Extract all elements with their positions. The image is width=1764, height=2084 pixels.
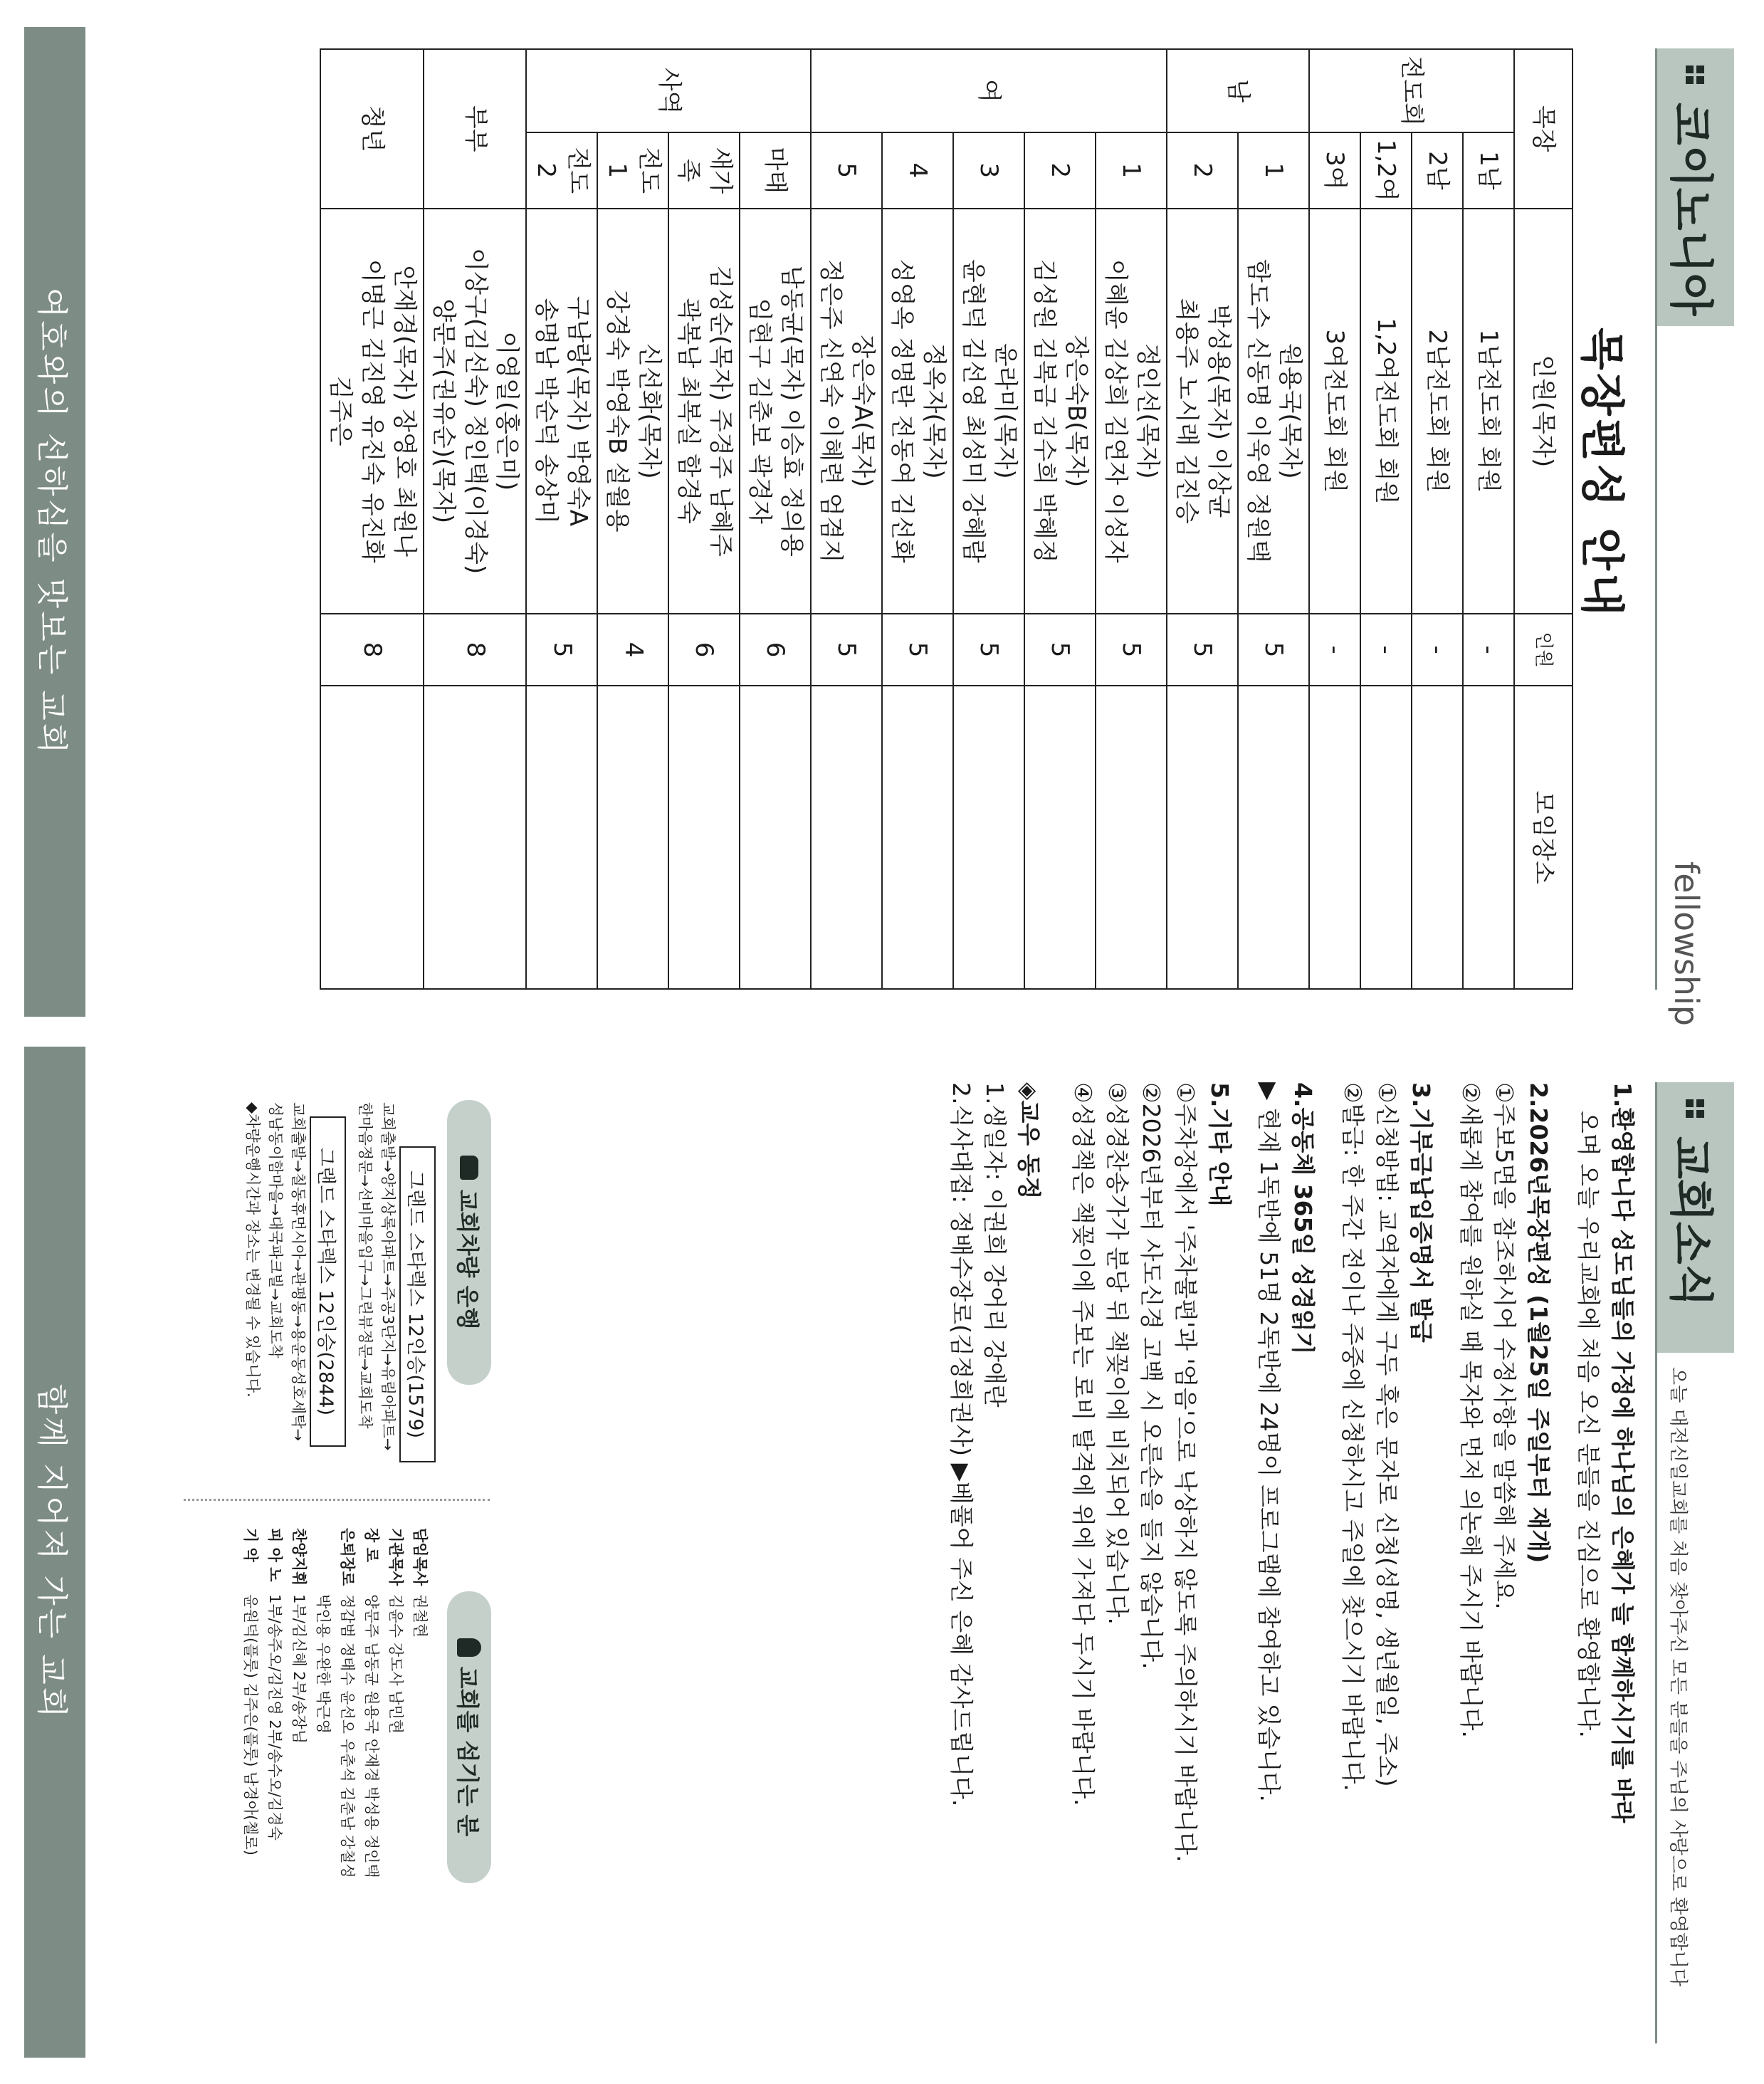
news-item-line: ①주보5면을 참조하시어 수정사항을 말씀해 주세요. xyxy=(1491,1082,1519,1610)
table-row xyxy=(597,49,668,989)
staff-names: 정갑범 정태수 윤선오 우춘석 김춘남 강철성 xyxy=(339,1594,356,1878)
staff-role xyxy=(312,1524,336,1590)
bus-note: ◆차량운행시간과 장소는 변경될 수 있습니다. xyxy=(244,1102,261,1398)
group-cell: 여 xyxy=(811,49,1167,132)
count-cell: 5 xyxy=(1238,614,1309,686)
bus-route-1a: 교회출발→양지상록아파트→주공3단지→유림아파트→ xyxy=(379,1102,397,1451)
place-cell xyxy=(320,686,424,989)
gyou-title: ◈교우 동정 xyxy=(1015,1082,1044,1200)
count-cell: 6 xyxy=(740,614,811,686)
table-row xyxy=(320,49,424,989)
place-cell xyxy=(1096,686,1167,989)
members-cell: 2남전도회 회원 xyxy=(1412,209,1463,614)
table-header-row xyxy=(1514,49,1573,989)
staff-row xyxy=(239,1524,263,1883)
gyou-line: 1.생일자: 이권희 강어리 강애란 xyxy=(981,1082,1009,1408)
news-header: 교회소식 xyxy=(1656,1082,1734,1353)
members-cell: 1,2여전도회 회원 xyxy=(1360,209,1412,614)
subgroup-cell: 새가족 xyxy=(668,132,740,208)
bus-route-2a: 교회출발→칠동휴먼시아→관평동→용운동성호세탁→ xyxy=(290,1102,307,1442)
place-cell xyxy=(1167,686,1238,989)
car-icon xyxy=(460,1156,478,1180)
subgroup-cell: 3 xyxy=(953,132,1024,208)
news-item-title: 2.2026년목장편성 (1월25일 주일부터 재개) xyxy=(1525,1082,1553,1564)
count-cell: - xyxy=(1360,614,1412,686)
grid-icon xyxy=(1686,1099,1704,1118)
koinonia-header: 코이노니아 xyxy=(1656,48,1734,326)
table-row xyxy=(424,49,527,989)
table-row xyxy=(1360,49,1412,989)
news-item-line: ▶ 현재 1독반에 51명 2독반에 24명이 프로그램에 참여하고 있습니다. xyxy=(1255,1082,1283,1802)
staff-title: 교회를 섬기는 분 xyxy=(447,1591,491,1883)
news-item-title: 1.환영합니다 성도님들의 가정에 하나님의 은혜가 늘 함께하시기를 바라 xyxy=(1609,1082,1637,1823)
place-cell xyxy=(1238,686,1309,989)
members-cell: 장은숙B(목자) 김성원 김복금 김수희 박혜정 xyxy=(1024,209,1096,614)
fellowship-label: fellowship xyxy=(1667,862,1706,1026)
subgroup-cell: 전도 1 xyxy=(597,132,668,208)
news-item-line: ②새롭게 참여를 원하실 때 목자와 먼저 의논해 주시기 바랍니다. xyxy=(1456,1082,1485,1738)
table-row xyxy=(953,49,1024,989)
count-cell: 6 xyxy=(668,614,740,686)
subgroup-cell: 2남 xyxy=(1412,132,1463,208)
table-row xyxy=(1238,49,1309,989)
place-cell xyxy=(882,686,953,989)
place-cell xyxy=(527,686,598,989)
place-cell xyxy=(1463,686,1514,989)
subgroup-cell: 2 xyxy=(1024,132,1096,208)
table-row xyxy=(740,49,811,989)
count-cell: - xyxy=(1463,614,1514,686)
count-cell: 8 xyxy=(320,614,424,686)
news-item-line: ④성경책은 책꽂이에 주보는 로비 탈격에 위에 가져다 두시기 바랍니다. xyxy=(1069,1082,1098,1806)
bus-box-2: 그랜드 스타렉스 12인승(2844) xyxy=(310,1116,346,1447)
count-cell: 5 xyxy=(1096,614,1167,686)
header-rule xyxy=(1655,48,1657,990)
column-divider xyxy=(184,1499,490,1501)
col-header-members: 인원(목자) xyxy=(1514,209,1573,614)
table-row xyxy=(1412,49,1463,989)
staff-row xyxy=(312,1524,336,1883)
place-cell xyxy=(811,686,882,989)
staff-role: 기관목사 xyxy=(387,1528,404,1586)
bottom-bar-right: 함께 지어져 가는 교회 xyxy=(24,1047,85,2058)
staff-row xyxy=(336,1524,360,1883)
members-cell: 윤라미(목자) 윤현덕 김선영 최성미 강혜람 xyxy=(953,209,1024,614)
group-cell: 부부 xyxy=(424,49,527,209)
news-item-title: 5.기타 안내 xyxy=(1205,1082,1234,1207)
members-cell: 이영일(홍은미) 이상구(김선숙) 정인택(이경숙) 양문주(권유순)(목자) xyxy=(424,209,527,614)
page-title: 목장편성 안내 xyxy=(1576,328,1628,619)
count-cell: - xyxy=(1309,614,1360,686)
members-cell: 장은숙A(목자) 정은주 신연숙 이혜련 엄겸지 xyxy=(811,209,882,614)
person-icon xyxy=(457,1638,481,1657)
members-cell: 3여전도회 회원 xyxy=(1309,209,1360,614)
staff-names: 박인용 우완한 박근영 xyxy=(315,1594,332,1734)
staff-names: 권철현 xyxy=(411,1594,429,1638)
staff-names: 김윤수 강도사 남민현 xyxy=(387,1594,404,1734)
gyou-line: 2.식사대접: 정배수장로(김정희권사) ▶베풀어 주신 은혜 감사드립니다. xyxy=(947,1082,975,1807)
table-row xyxy=(1167,49,1238,989)
count-cell: 5 xyxy=(811,614,882,686)
bus-title: 교회차량 운행 xyxy=(447,1100,491,1385)
news-item-line: ②2026년부터 사도신경 고백 시 오른손을 들지 않습니다. xyxy=(1137,1082,1165,1670)
place-cell xyxy=(668,686,740,989)
staff-row xyxy=(263,1524,288,1883)
members-cell: 정옥자(목자) 성영옥 정명란 전동여 김선화 xyxy=(882,209,953,614)
place-cell xyxy=(424,686,527,989)
place-cell xyxy=(953,686,1024,989)
members-cell: 남동균(목자) 이승효 정의용 임현구 김춘보 곽경자 xyxy=(740,209,811,614)
grid-icon xyxy=(1686,66,1704,84)
subgroup-cell: 1,2여 xyxy=(1360,132,1412,208)
news-item-title: 3.기부금납입증명서 발급 xyxy=(1407,1082,1435,1343)
place-cell xyxy=(597,686,668,989)
news-item-title: 4.공동체 365일 성경읽기 xyxy=(1289,1082,1318,1355)
members-cell: 구남랑(목자) 박영숙A 송명남 박순덕 송상미 xyxy=(527,209,598,614)
members-cell: 안재경(목자) 장영호 최원나 이명근 김진영 유진숙 유진화 김주은 xyxy=(320,209,424,614)
news-item-line: ①신청방법: 교역자에게 구두 혹은 문자로 신청(성명, 생년월일, 주소) xyxy=(1372,1082,1401,1787)
table-row xyxy=(811,49,882,989)
news-rule xyxy=(1655,1082,1657,2043)
bus-route-2b: 성남동이함마을→대국파크빌→교회도착 xyxy=(267,1102,284,1358)
place-cell xyxy=(1024,686,1096,989)
col-header-count: 인원 xyxy=(1514,614,1573,686)
subgroup-cell: 1 xyxy=(1096,132,1167,208)
staff-role: 찬양지휘 xyxy=(290,1528,308,1586)
members-cell: 정인선(목자) 이혜윤 김상희 김연자 이성자 xyxy=(1096,209,1167,614)
bus-box-1: 그랜드 스타렉스 12인승(1579) xyxy=(399,1146,436,1462)
members-cell: 원용국(목자) 함도수 신동명 이욱영 정원택 xyxy=(1238,209,1309,614)
count-cell: 5 xyxy=(527,614,598,686)
count-cell: - xyxy=(1412,614,1463,686)
col-header-mokjang: 목장 xyxy=(1514,49,1573,209)
table-row xyxy=(1096,49,1167,989)
staff-names: 양문주 남동균 원용국 안재경 박성용 정인택 xyxy=(363,1594,380,1878)
table-row xyxy=(527,49,598,989)
staff-role: 은퇴장로 xyxy=(339,1528,356,1586)
news-list xyxy=(944,1082,1639,2036)
mokjang-table xyxy=(320,48,1573,990)
table-row xyxy=(1024,49,1096,989)
subgroup-cell: 2 xyxy=(1167,132,1238,208)
count-cell: 4 xyxy=(597,614,668,686)
staff-role: 기 악 xyxy=(242,1528,259,1562)
bottom-bar-left: 여호와의 선하심을 맛보는 교회 xyxy=(24,27,85,1017)
group-cell: 사역 xyxy=(527,49,812,132)
table-row xyxy=(1309,49,1360,989)
members-cell: 박성용(목자) 이상균 최용주 노시래 김진승 xyxy=(1167,209,1238,614)
place-cell xyxy=(1309,686,1360,989)
count-cell: 5 xyxy=(953,614,1024,686)
place-cell xyxy=(1412,686,1463,989)
staff-row xyxy=(409,1524,433,1883)
news-item-line: 오며 오늘 우리교회에 처음 오신 분들을 진심으로 환영합니다. xyxy=(1575,1111,1603,1738)
col-header-place: 모임장소 xyxy=(1514,686,1573,989)
subgroup-cell: 1남 xyxy=(1463,132,1514,208)
staff-row xyxy=(384,1524,409,1883)
staff-table xyxy=(239,1524,433,1883)
staff-names: 윤원덕(플룻) 김주은(플룻) 남경아(첼로) xyxy=(242,1594,259,1855)
subgroup-cell: 전도 2 xyxy=(527,132,598,208)
members-cell: 김성순(목자) 주경주 남혜주 곽복남 최복실 함경숙 xyxy=(668,209,740,614)
news-item-line: ②발급: 한 주간 전이나 주중에 신청하시고 주일에 찾으시기 바랍니다. xyxy=(1339,1082,1367,1791)
table-row xyxy=(668,49,740,989)
count-cell: 5 xyxy=(1167,614,1238,686)
group-cell: 전도회 xyxy=(1309,49,1514,132)
news-subtitle: 오늘 대전신일교회를 처음 찾아주신 모든 분들을 주님의 사랑으로 환영합니다 xyxy=(1667,1367,1689,1986)
staff-names: 1부/김신혜 2부/송장님 xyxy=(290,1594,308,1744)
subgroup-cell: 4 xyxy=(882,132,953,208)
table-row xyxy=(882,49,953,989)
place-cell xyxy=(1360,686,1412,989)
staff-role: 담임목사 xyxy=(411,1528,429,1586)
count-cell: 5 xyxy=(882,614,953,686)
table-row xyxy=(1463,49,1514,989)
staff-row xyxy=(288,1524,312,1883)
subgroup-cell: 마태 xyxy=(740,132,811,208)
subgroup-cell: 3여 xyxy=(1309,132,1360,208)
count-cell: 8 xyxy=(424,614,527,686)
news-item-line: ①주차장에서 '주차불편'과 '엄음'으로 낙상하지 않도록 주의하시기 바랍니다. xyxy=(1171,1082,1199,1863)
staff-role: 피 아 노 xyxy=(266,1528,283,1582)
group-cell: 남 xyxy=(1167,49,1309,132)
staff-role: 장 로 xyxy=(363,1528,380,1562)
members-cell: 1남전도회 회원 xyxy=(1463,209,1514,614)
subgroup-cell: 1 xyxy=(1238,132,1309,208)
members-cell: 신선화(목자) 강경숙 박영숙B 설월용 xyxy=(597,209,668,614)
news-item-line: ③성경찬송가가 분당 뒤 책꽂이에 비치되어 있습니다. xyxy=(1103,1082,1132,1625)
staff-row xyxy=(360,1524,384,1883)
place-cell xyxy=(740,686,811,989)
group-cell: 청년 xyxy=(320,49,424,209)
subgroup-cell: 5 xyxy=(811,132,882,208)
bus-route-1b: 한마음정문→선비마을입구→그린뷰정문→교회도착 xyxy=(357,1102,374,1429)
staff-names: 1부/송주오/김진영 2부/송수오/김경숙 xyxy=(266,1594,283,1840)
count-cell: 5 xyxy=(1024,614,1096,686)
